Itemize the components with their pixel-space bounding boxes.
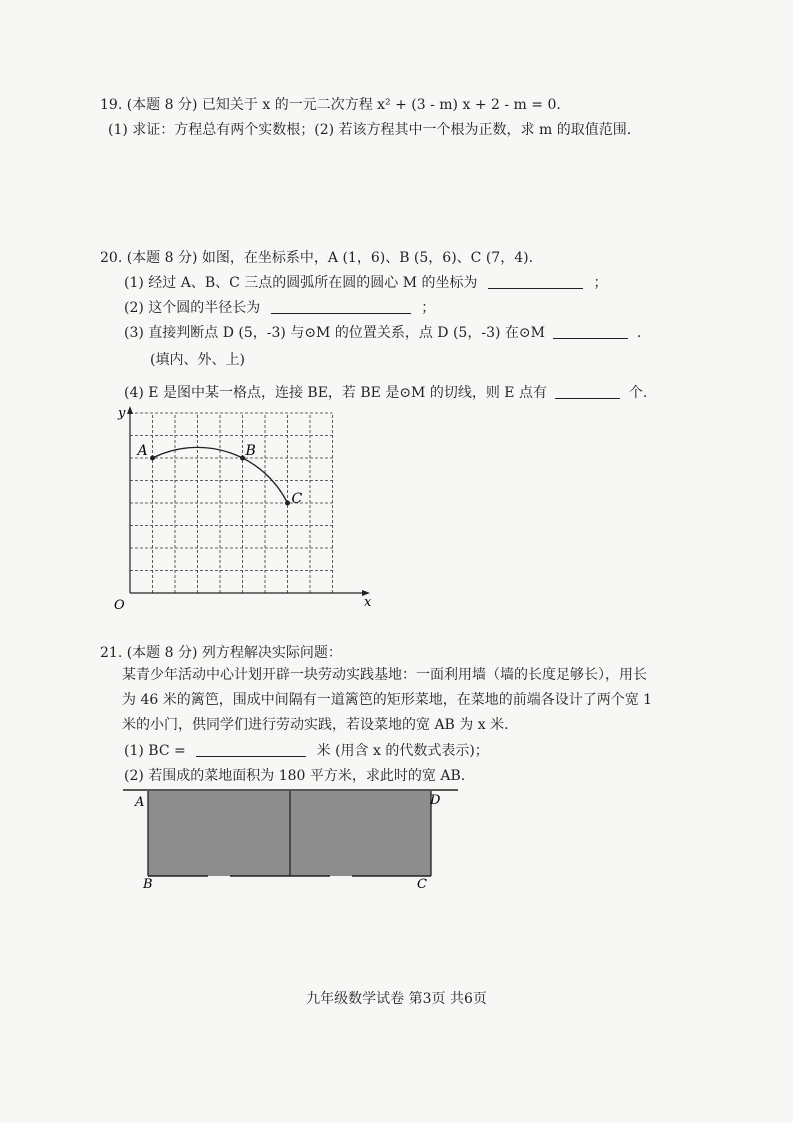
q20-part1 (124, 273, 607, 293)
q20-part2-end: ； (421, 300, 436, 316)
q21-body-line1: 某青少年活动中心计划开辟一块劳动实践基地：一面利用墙（墙的长度足够长），用长 (122, 667, 647, 683)
q20-part1-end: ； (593, 275, 608, 291)
label-a: A (135, 795, 145, 810)
answer-blank[interactable] (488, 274, 583, 289)
q20-part3 (124, 323, 641, 343)
q21-part1-text: (1) BC = (124, 743, 186, 759)
q21-body-line2: 为 46 米的篱笆，围成中间隔有一道篱笆的矩形菜地，在菜地的前端各设计了两个宽 1 (122, 692, 653, 708)
q20-heading: 20. (本题 8 分) 如图，在坐标系中，A (1，6)、B (5，6)、C (7，4). (100, 250, 534, 266)
y-axis-label: y (118, 406, 126, 421)
q21-part1 (124, 741, 489, 761)
label-c: C (417, 877, 427, 892)
point-c (285, 501, 290, 506)
q20-part4-text: (4) E 是图中某一格点，连接 BE，若 BE 是⊙M 的切线，则 E 点有 (124, 385, 547, 401)
answer-blank[interactable] (555, 384, 620, 399)
answer-blank[interactable] (271, 299, 411, 314)
q19-heading: 19. (本题 8 分) 已知关于 x 的一元二次方程 x² + (3 - m) x + 2 - m = 0. (100, 97, 561, 113)
point-label-a: A (137, 443, 148, 459)
q20-part3-hint: (填内、外、上) (150, 352, 245, 368)
coordinate-grid-figure (110, 400, 380, 615)
vegetable-garden-figure (120, 782, 465, 892)
label-d: D (430, 793, 441, 808)
x-axis-label: x (364, 595, 372, 610)
q21-body-line3: 米的小门，供同学们进行劳动实践，若设菜地的宽 AB 为 x 米. (122, 717, 509, 733)
q20-part4-end: 个. (628, 385, 648, 401)
q19-parts: (1) 求证：方程总有两个实数根；(2) 若该方程其中一个根为正数，求 m 的取值范围. (108, 122, 632, 138)
point-b (240, 456, 245, 461)
q20-part3-text: (3) 直接判断点 D (5，-3) 与⊙M 的位置关系，点 D (5，-3) 在⊙M (124, 325, 545, 341)
q21-heading: 21. (本题 8 分) 列方程解决实际问题： (100, 645, 342, 661)
q20-part1-text: (1) 经过 A、B、C 三点的圆弧所在圆的圆心 M 的坐标为 (124, 275, 478, 291)
answer-blank[interactable] (196, 742, 306, 757)
q20-part3-end: . (636, 325, 642, 341)
point-label-c: C (291, 491, 303, 507)
page-footer: 九年级数学试卷 第3页 共6页 (306, 991, 487, 1007)
label-b: B (143, 877, 153, 892)
q21-part2: (2) 若围成的菜地面积为 180 平方米，求此时的宽 AB. (124, 768, 466, 784)
labeled-points (136, 443, 303, 507)
y-axis-arrow (127, 406, 133, 414)
answer-blank[interactable] (553, 324, 628, 339)
origin-label: O (114, 598, 125, 613)
point-label-b: B (245, 443, 256, 459)
q21-part1-end: 米 (用含 x 的代数式表示)； (316, 743, 489, 759)
q20-part2-text: (2) 这个圆的半径长为 (124, 300, 261, 316)
q20-part2 (124, 298, 435, 318)
point-a (150, 456, 155, 461)
